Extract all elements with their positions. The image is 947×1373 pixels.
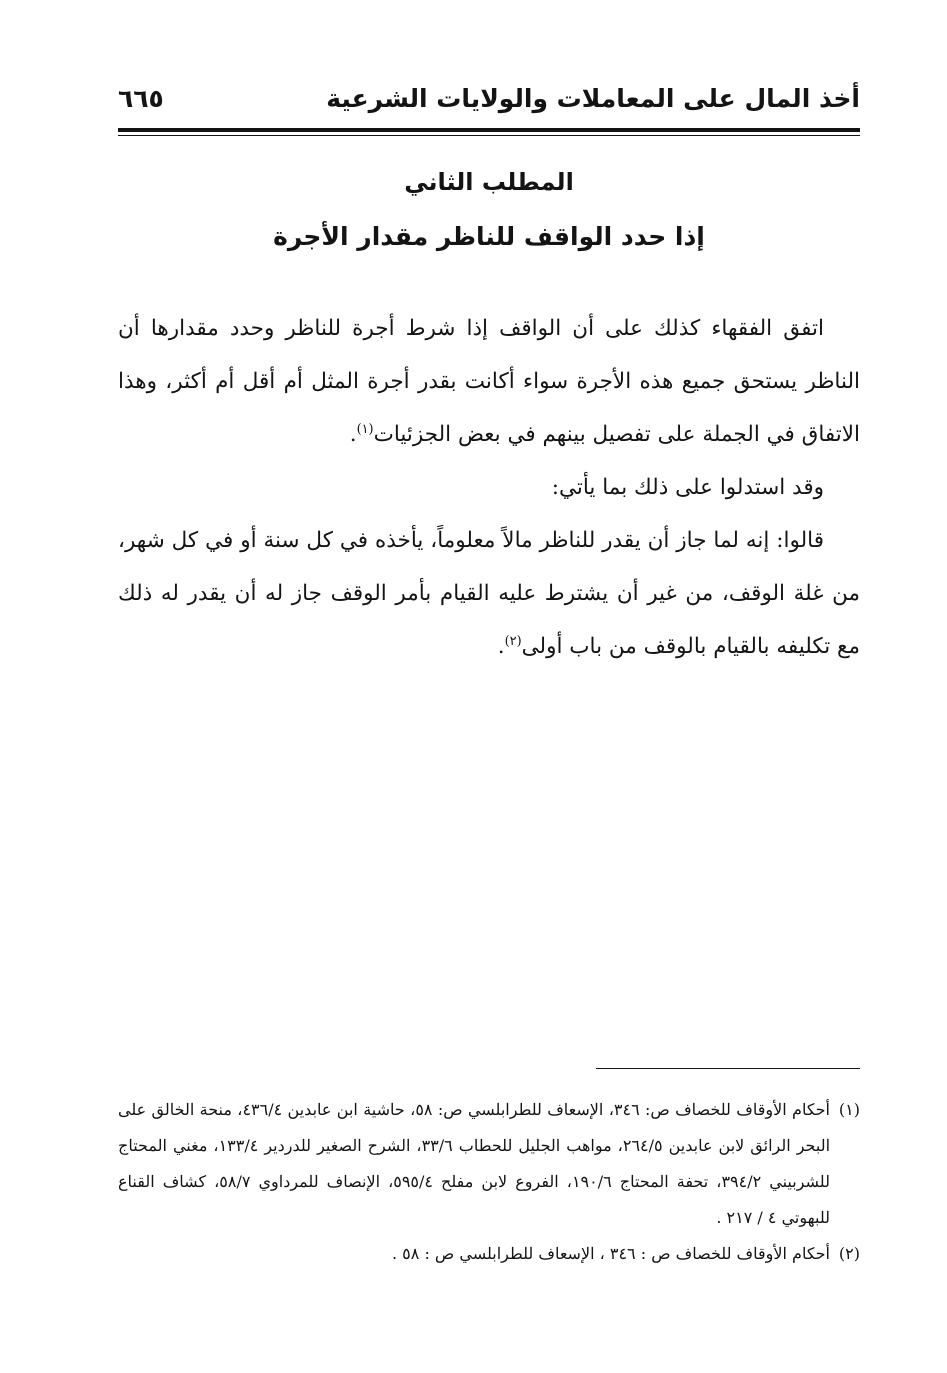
footnote-separator xyxy=(596,1068,860,1069)
header-rule-thick xyxy=(118,128,860,132)
paragraph-argument-end: . xyxy=(497,634,505,659)
footnote-2 xyxy=(118,1236,860,1272)
footnote-ref-1[interactable]: (١) xyxy=(356,421,374,437)
paragraph-agreement xyxy=(118,302,860,461)
footnote-ref-2[interactable]: (٢) xyxy=(504,633,522,649)
paragraph-evidence-intro: وقد استدلوا على ذلك بما يأتي: xyxy=(551,475,824,500)
paragraph-argument xyxy=(118,514,860,673)
footnote-2-number: (٢) xyxy=(838,1244,860,1263)
paragraph-agreement-text: اتفق الفقهاء كذلك على أن الواقف إذا شرط أجرة للناظر وحدد مقدارها أن الناظر يستحق جميع هذه الأجرة سواء أكانت بقدر أجرة المثل أم أقل أم أكثر، وهذا الاتفاق في الجملة على تفصيل بينهم في بعض الجزئيات xyxy=(118,316,860,447)
section-label: المطلب الثاني xyxy=(404,168,574,196)
page-number: ٦٦٥ xyxy=(118,84,164,113)
footnotes xyxy=(118,1092,860,1272)
main-text xyxy=(118,302,860,673)
footnote-1-number: (١) xyxy=(838,1100,860,1119)
footnote-2-text: أحكام الأوقاف للخصاف ص : ٣٤٦ ، الإسعاف للطرابلسي ص : ٥٨ . xyxy=(392,1244,830,1263)
running-header xyxy=(118,78,860,122)
paragraph-argument-text: قالوا: إنه لما جاز أن يقدر للناظر مالاً معلوماً، يأخذه في كل سنة أو في كل شهر، من غلة الوقف، من غير أن يشترط عليه القيام بأمر الوقف جاز له أن يقدر له ذلك مع تكليفه بالقيام بالوقف من باب أولى xyxy=(118,528,860,659)
running-header-title: أخذ المال على المعاملات والولايات الشرعية xyxy=(326,84,860,113)
paragraph-agreement-end: . xyxy=(349,422,357,447)
section-title: إذا حدد الواقف للناظر مقدار الأجرة xyxy=(273,222,705,251)
footnote-1-text: أحكام الأوقاف للخصاف ص: ٣٤٦، الإسعاف للطرابلسي ص: ٥٨، حاشية ابن عابدين ٤٣٦/٤، منحة الخالق على البحر الرائق لابن عابدين ٢٦٤/٥، مواهب الجليل للحطاب ٣٣/٦، الشرح الصغير للدردير ١٣٣/٤، مغني المحتاج للشربيني ٣٩٤/٢، تحفة المحتاج ١٩٠/٦، الفروع لابن مفلح ٥٩٥/٤، الإنصاف للمرداوي ٥٨/٧، كشاف القناع للبهوتي ٤ / ٢١٧ . xyxy=(118,1100,831,1227)
header-rule-thin xyxy=(118,135,860,136)
footnote-1 xyxy=(118,1092,860,1236)
